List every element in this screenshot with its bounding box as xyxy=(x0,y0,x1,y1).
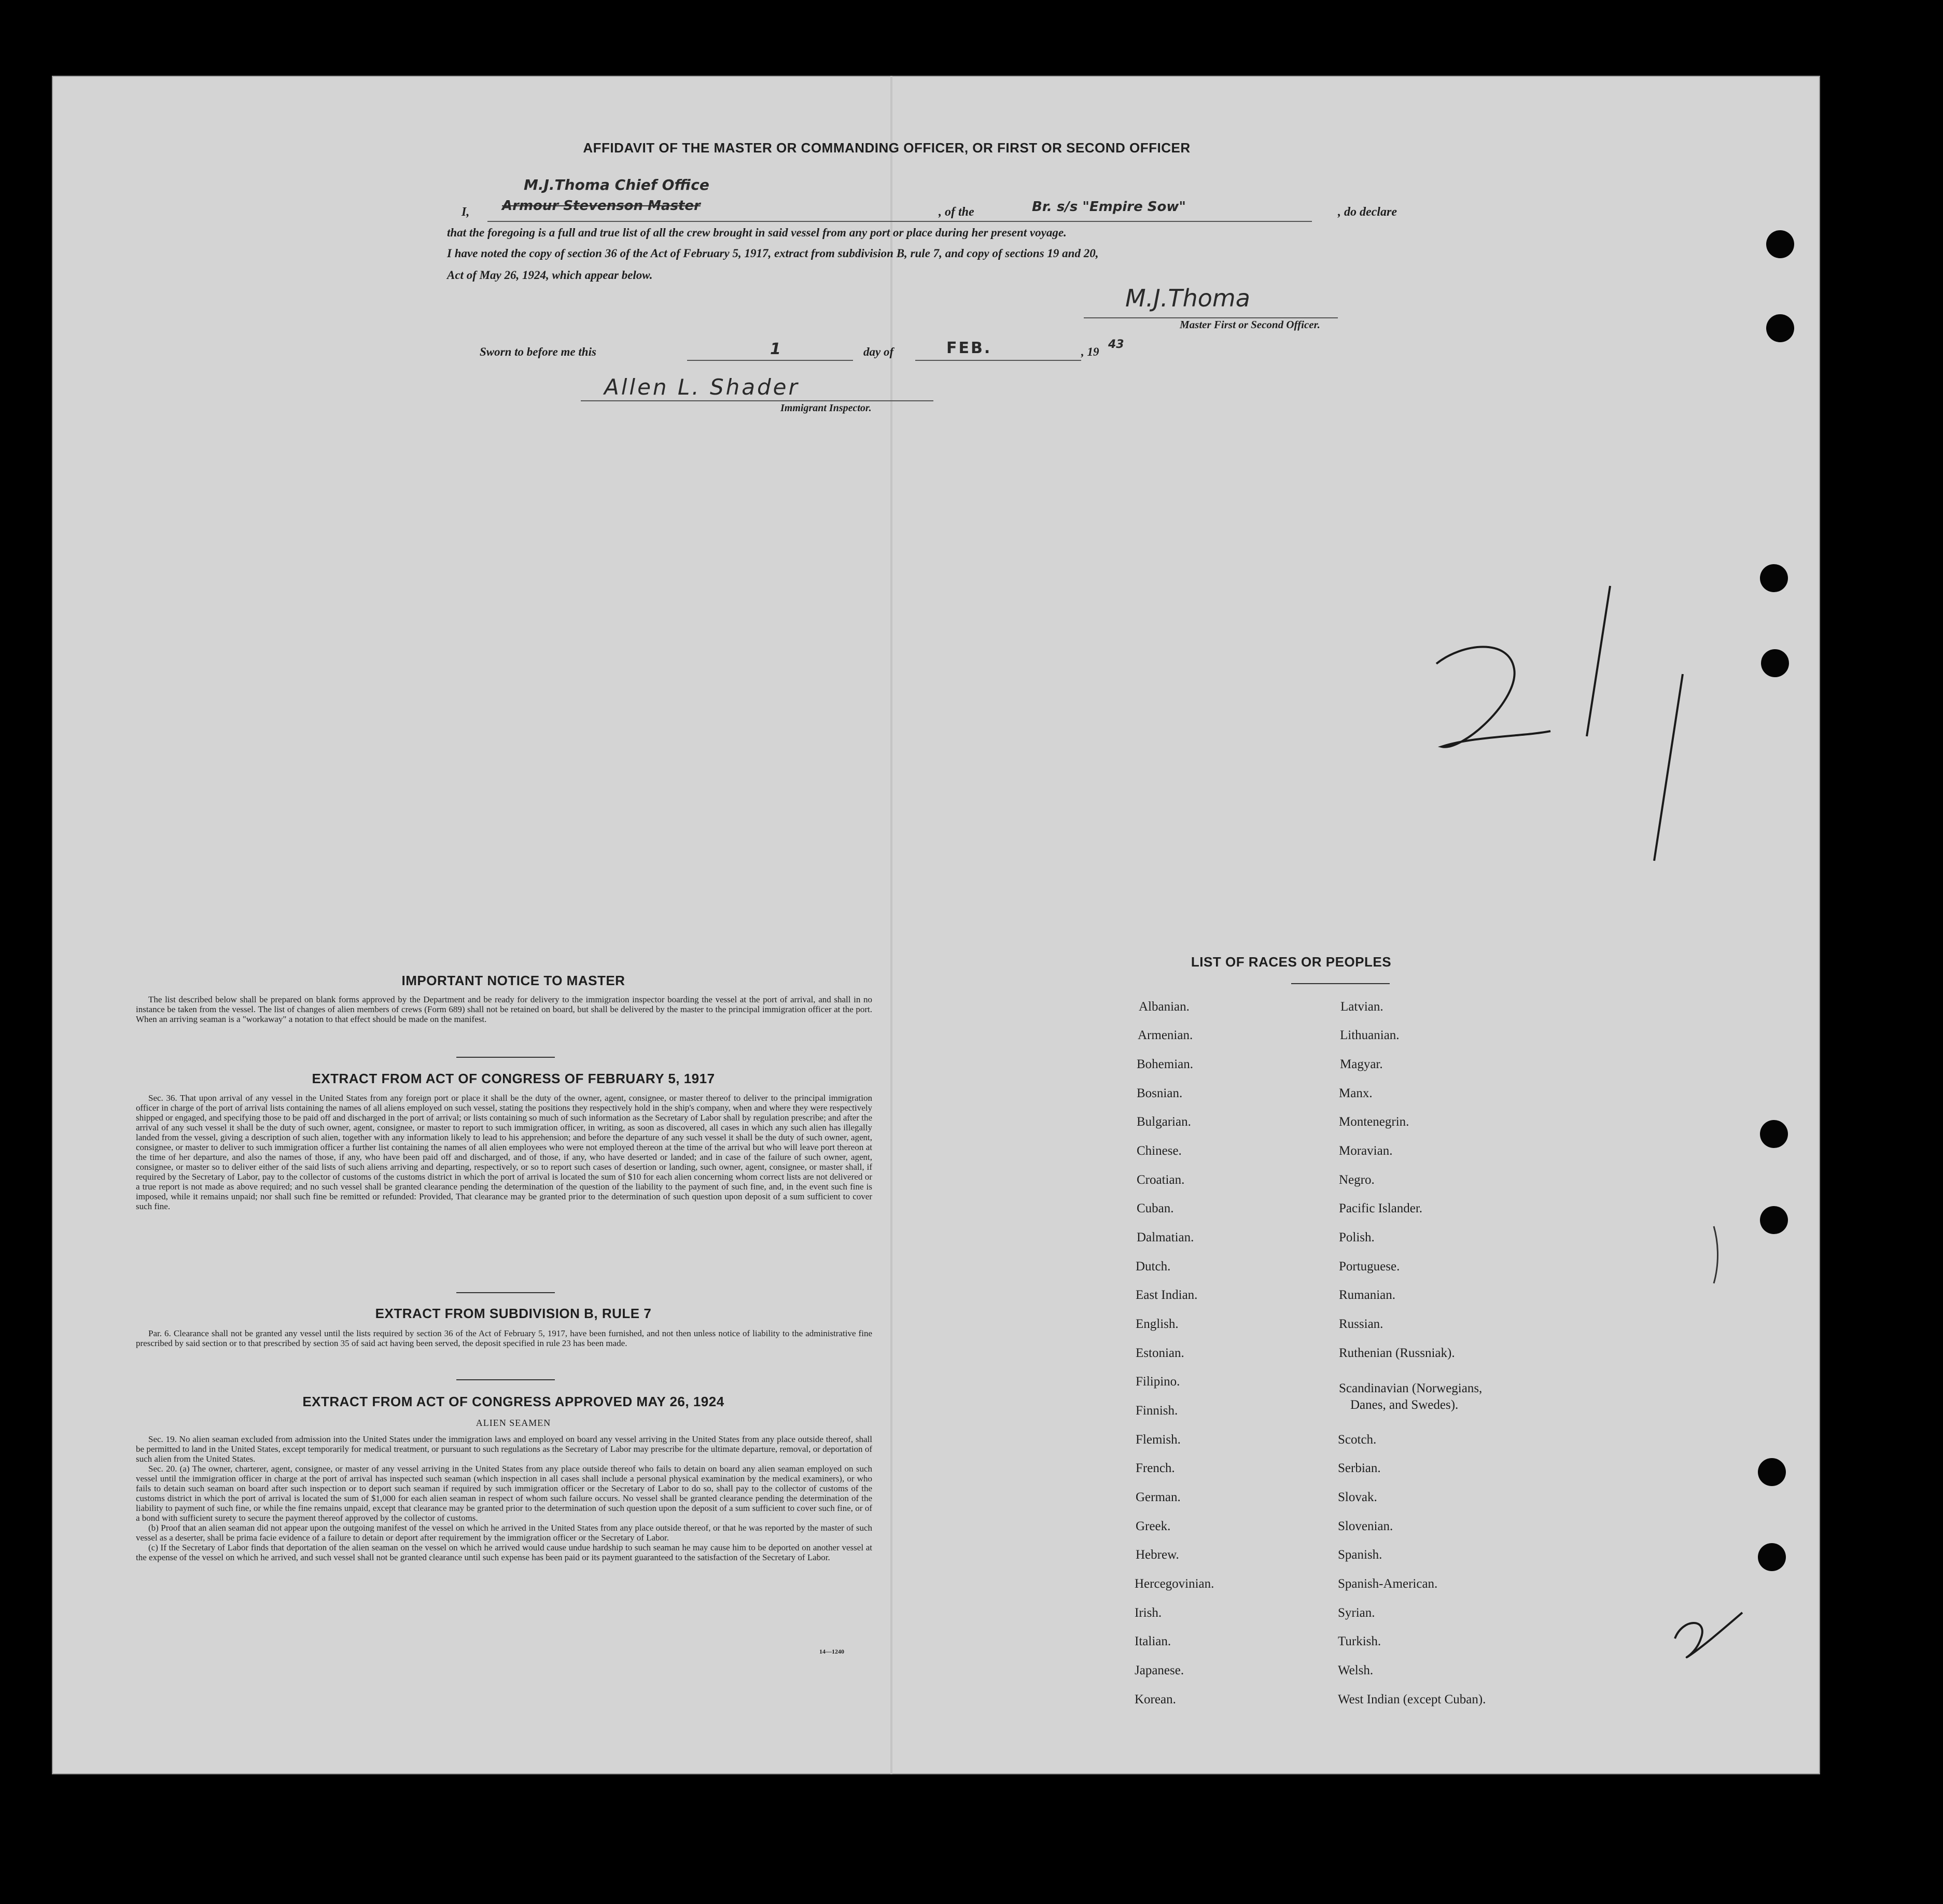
alien-seamen-subtitle: ALIEN SEAMEN xyxy=(476,1418,551,1428)
race-item: Scandinavian (Norwegians, xyxy=(1339,1381,1483,1395)
month-blank xyxy=(915,360,1081,361)
punch-hole xyxy=(1758,1458,1786,1486)
signature-caption: Master First or Second Officer. xyxy=(1180,318,1320,331)
punch-hole xyxy=(1760,1120,1788,1148)
extract-1924-text xyxy=(136,1434,872,1562)
affidavit-line2: that the foregoing is a full and true list of all the crew brought in said vessel from any port or place during her present voyage. xyxy=(447,226,1067,239)
sworn-label: Sworn to before me this xyxy=(480,345,596,358)
affidavit-line1 xyxy=(462,176,1426,222)
extract-1917-paragraph: Sec. 36. That upon arrival of any vessel in the United States from any foreign port or place it shall be the duty of the owner, agent, consignee, or master thereof to deliver to the principal immigration officer in charge of the port of arrival lists containing the names of all aliens employed on such vessel, stating the positions they respectively hold in the ship's company, when and where they were respectively shipped or engaged, and specifying those to be paid off and discharged in the port of arrival; or lists containing so much of such information as the Secretary of Labor shall by regulation prescribe; and after the arrival of any such vessel it shall be the duty of such owner, agent, consignee, or master to report to such immigration officer, in writing, as soon as discovered, all cases in which any such alien has illegally landed from the vessel, giving a description of such alien, together with any information likely to lead to his apprehension; and before the departure of any such vessel it shall be the duty of such owner, agent, consignee, or master to deliver to such immigration officer a further list containing the names of all alien employees who were not employed thereon at the time of the arrival but who will leave port thereon at the time of her departure, and also the names of those, if any, who have been paid off and discharged, and of those, if any, who have deserted or landed; and in case of the failure of such owner, agent, consignee, or master so to deliver either of the said lists of such aliens arriving and departing, respectively, or so to report such cases of desertion or landing, such owner, agent, consignee, or master shall, if required by the Secretary of Labor, pay to the collector of customs of the customs district in which the port of arrival is located the sum of $10 for each alien concerning whom correct lists are not delivered or a true report is not made as above required; and no such vessel shall be granted clearance pending the determination of the question of the liability to the payment of such fine, and, in the event such fine is imposed, while it remains unpaid; nor shall such fine be remitted or refunded: Provided, That clearance may be granted prior to the determination of such question upon deposit of a sum sufficient to cover such fine. xyxy=(136,1093,872,1211)
i-label: I, xyxy=(462,205,470,219)
race-item: Filipino. xyxy=(1136,1375,1180,1389)
sworn-day: 1 xyxy=(770,340,781,358)
race-item: Armenian. xyxy=(1138,1028,1193,1042)
vessel-blank xyxy=(1006,221,1312,222)
sec20b-paragraph: (b) Proof that an alien seaman did not appear upon the outgoing manifest of the vessel on which he arrived in the United States from any place outside thereof, or that he was reported by the master of such vessel as a deserter, shall be prima facie evidence of a failure to detain or deport after requirement by the immigration officer or the Secretary of Labor. xyxy=(136,1523,872,1543)
race-item: English. xyxy=(1136,1317,1179,1331)
affidavit-line3: I have noted the copy of section 36 of the Act of February 5, 1917, extract from subdivision B, rule 7, and copy of sections 19 and 20, xyxy=(447,247,1099,260)
race-item: Lithuanian. xyxy=(1340,1028,1400,1042)
corner-mark-strokes xyxy=(1672,1607,1745,1664)
race-item: Turkish. xyxy=(1338,1634,1381,1648)
race-item: Bosnian. xyxy=(1137,1086,1183,1100)
race-item: Estonian. xyxy=(1136,1346,1184,1360)
vessel-name: Br. s/s "Empire Sow" xyxy=(1032,199,1186,215)
punch-hole xyxy=(1758,1543,1786,1571)
race-item: French. xyxy=(1136,1461,1175,1475)
rule7-title: EXTRACT FROM SUBDIVISION B, RULE 7 xyxy=(375,1306,652,1321)
sworn-month: FEB. xyxy=(946,339,992,357)
master-name-struck: Armour Stevenson Master xyxy=(502,198,701,214)
divider xyxy=(456,1379,555,1380)
race-item: Latvian. xyxy=(1340,1000,1383,1014)
race-item: Syrian. xyxy=(1338,1606,1375,1620)
punch-hole xyxy=(1760,564,1788,592)
sworn-year: 43 xyxy=(1108,338,1124,351)
officer-name: M.J.Thoma Chief Office xyxy=(524,176,709,193)
inspector-signature: Allen L. Shader xyxy=(604,374,800,400)
race-item: Welsh. xyxy=(1338,1663,1374,1677)
race-item: Hebrew. xyxy=(1136,1548,1179,1562)
race-item: Slovak. xyxy=(1338,1490,1377,1504)
form-number: 14—1240 xyxy=(819,1648,844,1655)
edge-mark xyxy=(1711,1224,1722,1286)
race-item: Magyar. xyxy=(1340,1057,1383,1071)
race-item: Chinese. xyxy=(1137,1144,1182,1158)
race-item: Danes, and Swedes). xyxy=(1350,1398,1459,1412)
divider xyxy=(1291,983,1390,984)
race-item: East Indian. xyxy=(1136,1288,1198,1302)
affidavit-line4: Act of May 26, 1924, which appear below. xyxy=(447,269,653,282)
race-item: Hercegovinian. xyxy=(1135,1577,1214,1591)
race-item: Serbian. xyxy=(1338,1461,1381,1475)
race-item: Polish. xyxy=(1339,1230,1375,1244)
races-title: LIST OF RACES OR PEOPLES xyxy=(1191,954,1392,970)
race-item: West Indian (except Cuban). xyxy=(1338,1692,1486,1706)
fold-line xyxy=(890,76,892,1774)
handwritten-folio-number xyxy=(1431,581,1701,871)
rule7-text xyxy=(136,1328,872,1348)
race-item: Ruthenian (Russniak). xyxy=(1339,1346,1455,1360)
folio-number-strokes xyxy=(1431,581,1701,871)
race-item: Croatian. xyxy=(1137,1173,1185,1187)
race-item: Albanian. xyxy=(1139,1000,1190,1014)
race-item: Spanish. xyxy=(1338,1548,1382,1562)
inspector-line xyxy=(581,400,933,401)
day-of-label: day of xyxy=(863,345,894,358)
divider xyxy=(456,1292,555,1293)
extract-1917-title: EXTRACT FROM ACT OF CONGRESS OF FEBRUARY 5, 1917 xyxy=(312,1071,715,1086)
sec20c-paragraph: (c) If the Secretary of Labor finds that deportation of the alien seaman on the vessel on which he arrived would cause undue hardship to such seaman he may cause him to be deported on another vessel at the expense of the vessel on which he arrived, and such vessel shall not be granted clearance until such expense has been paid or its payment guaranteed to the satisfaction of the Secretary of Labor. xyxy=(136,1543,872,1562)
extract-1917-text xyxy=(136,1093,872,1211)
punch-hole xyxy=(1760,1206,1788,1234)
race-item: Japanese. xyxy=(1135,1663,1184,1677)
day-blank xyxy=(687,360,853,361)
inspector-caption: Immigrant Inspector. xyxy=(780,402,872,414)
name-blank xyxy=(487,221,1011,222)
race-item: Bulgarian. xyxy=(1137,1115,1191,1129)
corner-mark xyxy=(1672,1607,1745,1664)
race-item: Moravian. xyxy=(1339,1144,1393,1158)
sec19-paragraph: Sec. 19. No alien seaman excluded from admission into the United States under the immigration laws and employed on board any vessel arriving in the United States from any place outside thereof, shall be permitted to land in the United States, except temporarily for medical treatment, or pursuant to such regulations as the Secretary of Labor may prescribe for the ultimate departure, removal, or deportation of such alien from the United States. xyxy=(136,1434,872,1464)
race-item: Greek. xyxy=(1136,1519,1171,1533)
race-item: Finnish. xyxy=(1136,1404,1178,1418)
race-item: Italian. xyxy=(1135,1634,1171,1648)
notice-text xyxy=(136,995,872,1024)
race-item: Cuban. xyxy=(1137,1201,1174,1215)
race-item: Pacific Islander. xyxy=(1339,1201,1423,1215)
affidavit-title: AFFIDAVIT OF THE MASTER OR COMMANDING OFFICER, OR FIRST OR SECOND OFFICER xyxy=(583,140,1191,156)
race-item: Portuguese. xyxy=(1339,1259,1400,1273)
divider xyxy=(456,1057,555,1058)
race-item: Korean. xyxy=(1135,1692,1176,1706)
race-item: Dutch. xyxy=(1136,1259,1171,1273)
punch-hole xyxy=(1766,230,1794,258)
race-item: Dalmatian. xyxy=(1137,1230,1194,1244)
race-item: Bohemian. xyxy=(1137,1057,1194,1071)
notice-paragraph: The list described below shall be prepared on blank forms approved by the Department and be ready for delivery to the immigration inspector boarding the vessel at the port of arrival, and shall in no instance be taken from the vessel. The list of changes of alien members of crews (Form 689) shall not be retained on board, but shall be delivered by the master to the principal immigration officer at the port. When an arriving seaman is a "workaway" a notation to that effect should be made on the manifest. xyxy=(136,995,872,1024)
year-prefix: , 19 xyxy=(1081,345,1099,358)
race-item: Irish. xyxy=(1135,1606,1162,1620)
sec20a-paragraph: Sec. 20. (a) The owner, charterer, agent, consignee, or master of any vessel arriving in the United States from any place outside thereof who fails to detain on board any alien seaman employed on such vessel until the immigration officer in charge at the port of arrival has inspected such seaman (which inspection in all cases shall include a personal physical examination by the medical examiners), or who fails to detain such seaman on board after such inspection or to deport such seaman if required by such immigration officer or the Secretary of Labor to do so, shall pay to the collector of customs of the customs district in which the port of arrival is located the sum of $1,000 for each alien seaman in respect of whom such failure occurs. No vessel shall be granted clearance pending the determination of the liability to payment of such fine, or while the fine remains unpaid, except that clearance may be granted prior to the determination of such question upon the deposit of a sum sufficient to cover such fine, or of a bond with sufficient surety to secure the payment thereof approved by the collector of customs. xyxy=(136,1464,872,1523)
sworn-line xyxy=(480,338,1206,364)
race-item: Spanish-American. xyxy=(1338,1577,1438,1591)
race-item: Scotch. xyxy=(1338,1433,1377,1447)
race-item: Flemish. xyxy=(1136,1433,1181,1447)
race-item: Manx. xyxy=(1339,1086,1373,1100)
punch-hole xyxy=(1761,649,1789,677)
officer-signature: M.J.Thoma xyxy=(1125,284,1250,312)
race-item: Montenegrin. xyxy=(1339,1115,1409,1129)
extract-1924-title: EXTRACT FROM ACT OF CONGRESS APPROVED MAY 26, 1924 xyxy=(302,1394,724,1409)
rule7-paragraph: Par. 6. Clearance shall not be granted any vessel until the lists required by section 36 of the Act of February 5, 1917, have been furnished, and not then unless notice of liability to the administrative fine prescribed by said section or to that prescribed by section 35 of said act having been served, the deposit specified in rule 23 has been made. xyxy=(136,1328,872,1348)
of-the-label: , of the xyxy=(939,205,974,219)
race-item: Russian. xyxy=(1339,1317,1383,1331)
race-item: German. xyxy=(1136,1490,1181,1504)
race-item: Negro. xyxy=(1339,1173,1375,1187)
race-item: Slovenian. xyxy=(1338,1519,1393,1533)
race-item: Rumanian. xyxy=(1339,1288,1396,1302)
do-declare-label: , do declare xyxy=(1338,205,1397,219)
punch-hole xyxy=(1766,314,1794,342)
notice-title: IMPORTANT NOTICE TO MASTER xyxy=(401,973,625,988)
